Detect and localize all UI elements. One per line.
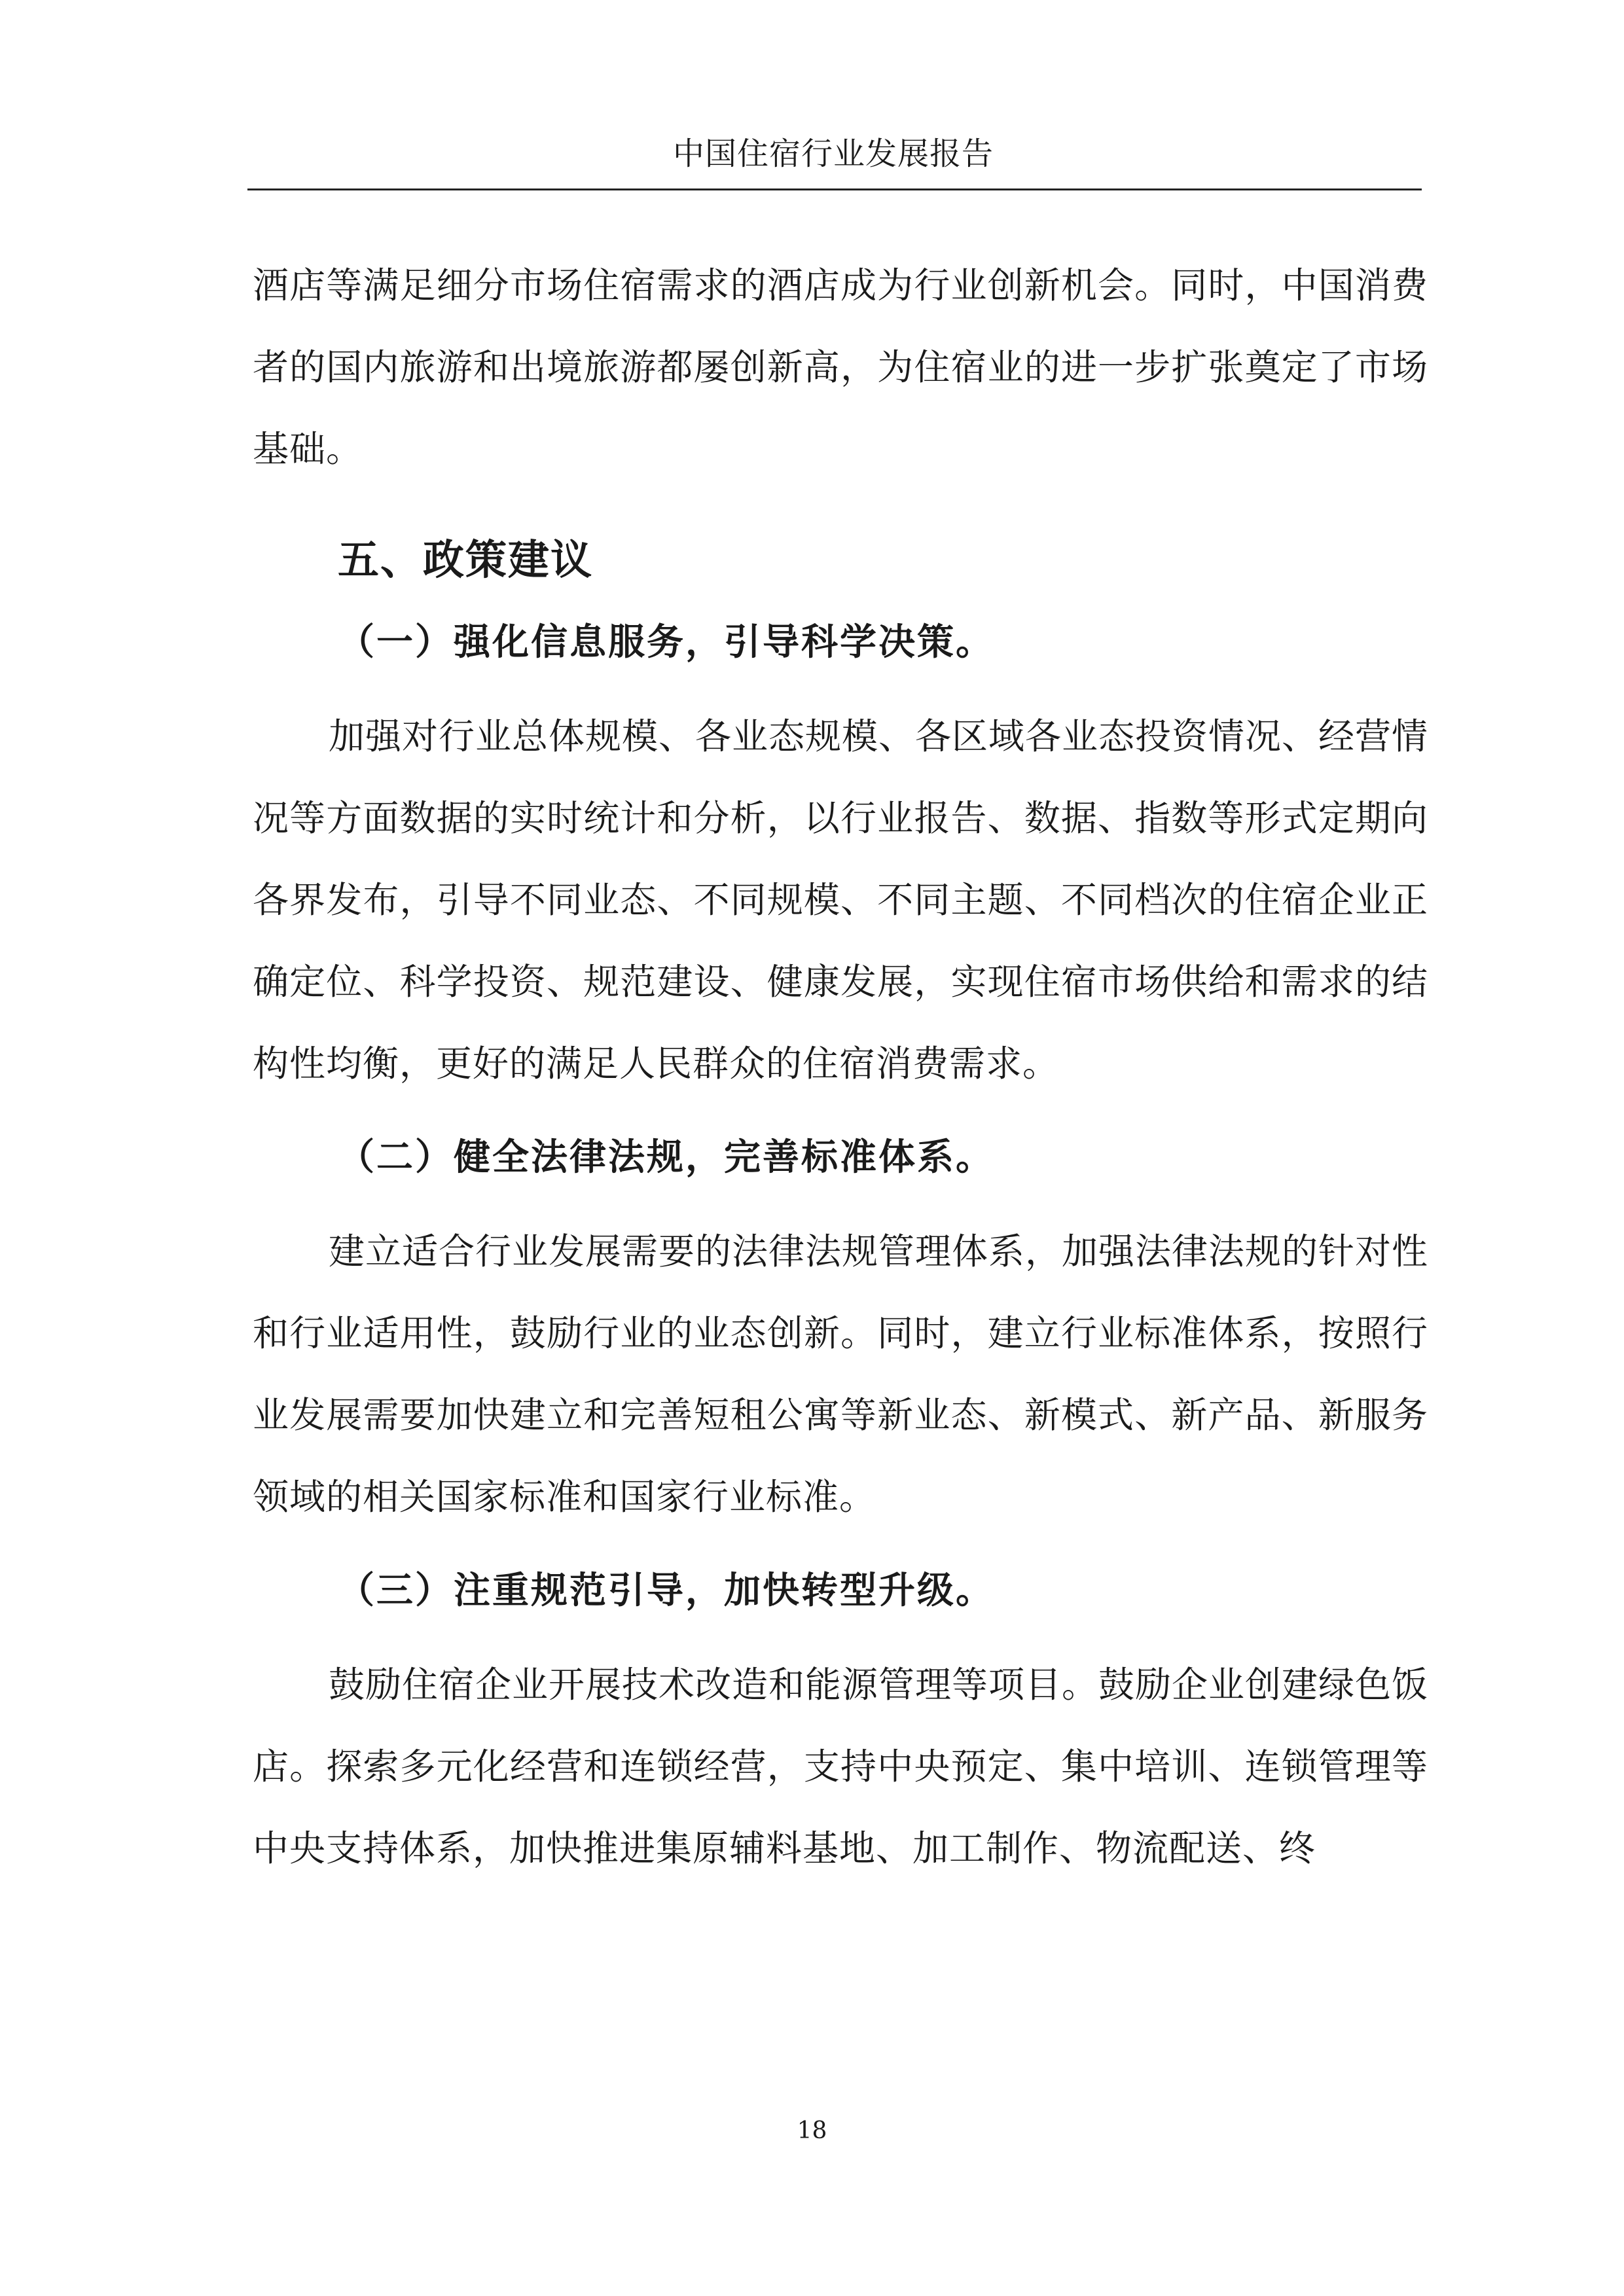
subsection-paragraph-1: 加强对行业总体规模、各业态规模、各区域各业态投资情况、经营情况等方面数据的实时统计和分析，以行业报告、数据、指数等形式定期向各界发布，引导不同业态、不同规模、不同主题、不同档次的住宿企业正确定位、科学投资、规范建设、健康发展，实现住宿市场供给和需求的结构性均衡，更好的满足人民群众的住宿消费需求。 <box>253 715 1429 1085</box>
subsection-title-1: （一）强化信息服务，引导科学决策。 <box>338 621 994 664</box>
header-rule <box>247 188 1422 190</box>
intro-paragraph: 酒店等满足细分市场住宿需求的酒店成为行业创新机会。同时，中国消费者的国内旅游和出境旅游都屡创新高，为住宿业的进一步扩张奠定了市场基础。 <box>253 264 1428 470</box>
page-number: 18 <box>797 2117 827 2144</box>
subsection-paragraph-3: 鼓励住宿企业开展技术改造和能源管理等项目。鼓励企业创建绿色饭店。探索多元化经营和连锁经营，支持中央预定、集中培训、连锁管理等中央支持体系，加快推进集原辅料基地、加工制作、物流配送、终 <box>253 1664 1429 1869</box>
subsection-title-3: （三）注重规范引导，加快转型升级。 <box>338 1570 994 1612</box>
subsection-title-2: （二）健全法律法规，完善标准体系。 <box>338 1136 994 1179</box>
section-title: 五、政策建议 <box>338 536 593 584</box>
running-header: 中国住宿行业发展报告 <box>672 135 994 172</box>
document-body <box>253 245 1428 1890</box>
subsection-paragraph-2: 建立适合行业发展需要的法律法规管理体系，加强法律法规的针对性和行业适用性，鼓励行业的业态创新。同时，建立行业标准体系，按照行业发展需要加快建立和完善短租公寓等新业态、新模式、新产品、新服务领域的相关国家标准和国家行业标准。 <box>253 1230 1429 1518</box>
